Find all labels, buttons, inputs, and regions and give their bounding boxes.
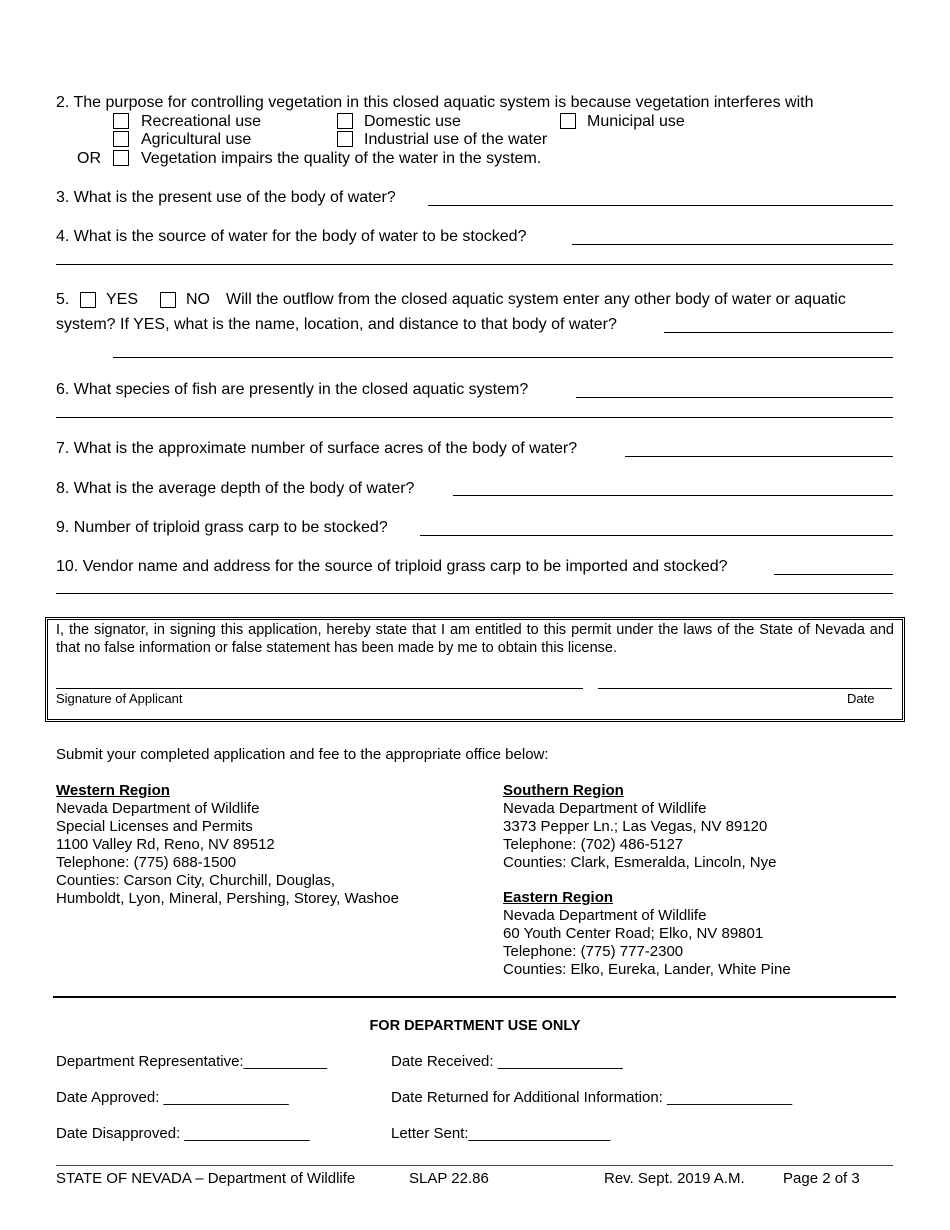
western-line: Counties: Carson City, Churchill, Douglas, (56, 872, 336, 889)
q5-answer-line[interactable] (664, 332, 893, 333)
western-line: Special Licenses and Permits (56, 818, 253, 835)
date-line[interactable] (598, 688, 892, 689)
recreational-label: Recreational use (141, 113, 262, 130)
footer-revision: Rev. Sept. 2019 A.M. (604, 1170, 745, 1187)
dept-representative-field: Department Representative:__________ (56, 1053, 328, 1070)
q5-answer-line-2[interactable] (113, 357, 893, 358)
municipal-label: Municipal use (587, 113, 685, 130)
q6-answer-line[interactable] (576, 397, 893, 398)
industrial-label: Industrial use of the water (364, 131, 548, 148)
southern-line: Counties: Clark, Esmeralda, Lincoln, Nye (503, 854, 777, 871)
q3-answer-line[interactable] (428, 205, 893, 206)
q5-text-line1: Will the outflow from the closed aquatic system enter any other body of water or aquatic (226, 291, 846, 308)
southern-line: Telephone: (702) 486-5127 (503, 836, 684, 853)
date-disapproved-field: Date Disapproved: _______________ (56, 1125, 310, 1142)
q2-text: 2. The purpose for controlling vegetation in this closed aquatic system is because vegetation interferes with (56, 94, 814, 111)
q5-number: 5. (56, 291, 70, 308)
domestic-label: Domestic use (364, 113, 461, 130)
q8-answer-line[interactable] (453, 495, 893, 496)
industrial-checkbox[interactable] (337, 131, 353, 147)
eastern-region-block (503, 889, 791, 979)
q7-answer-line[interactable] (625, 456, 893, 457)
q6-text: 6. What species of fish are presently in the closed aquatic system? (56, 381, 529, 398)
dept-use-heading: FOR DEPARTMENT USE ONLY (369, 1018, 581, 1034)
western-line: Nevada Department of Wildlife (56, 800, 260, 817)
signature-label: Signature of Applicant (56, 691, 183, 706)
q9-answer-line[interactable] (420, 535, 893, 536)
eastern-region-title: Eastern Region (503, 889, 614, 906)
q5-yes-checkbox[interactable] (80, 292, 96, 308)
q3-text: 3. What is the present use of the body of water? (56, 189, 396, 206)
eastern-line: Nevada Department of Wildlife (503, 907, 707, 924)
date-returned-field: Date Returned for Additional Information: _______________ (391, 1089, 793, 1106)
agricultural-label: Agricultural use (141, 131, 252, 148)
impairs-label: Vegetation impairs the quality of the water in the system. (141, 150, 542, 167)
submit-instructions: Submit your completed application and fee to the appropriate office below: (56, 746, 549, 763)
signature-line[interactable] (56, 688, 583, 689)
recreational-checkbox[interactable] (113, 113, 129, 129)
eastern-line: Counties: Elko, Eureka, Lander, White Pine (503, 961, 791, 978)
footer-page-number: Page 2 of 3 (783, 1170, 860, 1187)
q4-answer-line[interactable] (572, 244, 893, 245)
western-line: 1100 Valley Rd, Reno, NV 89512 (56, 836, 275, 853)
q7-text: 7. What is the approximate number of surface acres of the body of water? (56, 440, 578, 457)
southern-region-title: Southern Region (503, 782, 624, 799)
letter-sent-field: Letter Sent:_________________ (391, 1125, 611, 1142)
domestic-checkbox[interactable] (337, 113, 353, 129)
q4-answer-line-2[interactable] (56, 264, 893, 265)
q10-answer-line-2[interactable] (56, 593, 893, 594)
q5-no-checkbox[interactable] (160, 292, 176, 308)
section-divider (53, 996, 896, 998)
q5-text-line2: system? If YES, what is the name, location, and distance to that body of water? (56, 316, 617, 333)
southern-region-block (503, 782, 776, 872)
western-line: Humboldt, Lyon, Mineral, Pershing, Storey, Washoe (56, 890, 399, 907)
southern-line: 3373 Pepper Ln.; Las Vegas, NV 89120 (503, 818, 768, 835)
q5-no-label: NO (186, 291, 210, 308)
date-approved-field: Date Approved: _______________ (56, 1089, 289, 1106)
q10-answer-line[interactable] (774, 574, 893, 575)
date-label: Date (847, 691, 875, 706)
date-received-field: Date Received: _______________ (391, 1053, 623, 1070)
eastern-line: 60 Youth Center Road; Elko, NV 89801 (503, 925, 764, 942)
footer-agency: STATE OF NEVADA – Department of Wildlife (56, 1170, 356, 1187)
q6-answer-line-2[interactable] (56, 417, 893, 418)
impairs-checkbox[interactable] (113, 150, 129, 166)
western-region-block (56, 782, 399, 908)
southern-line: Nevada Department of Wildlife (503, 800, 707, 817)
footer-form-number: SLAP 22.86 (409, 1170, 489, 1187)
agricultural-checkbox[interactable] (113, 131, 129, 147)
western-region-title: Western Region (56, 782, 170, 799)
q4-text: 4. What is the source of water for the body of water to be stocked? (56, 228, 527, 245)
q10-text: 10. Vendor name and address for the source of triploid grass carp to be imported and stocked? (56, 558, 728, 575)
western-line: Telephone: (775) 688-1500 (56, 854, 237, 871)
municipal-checkbox[interactable] (560, 113, 576, 129)
signature-statement: I, the signator, in signing this application, hereby state that I am entitled to this permit under the laws of the State of Nevada and that no false information or false statement has been made by me to obtain this license. (56, 622, 894, 656)
q8-text: 8. What is the average depth of the body of water? (56, 480, 415, 497)
footer-rule (56, 1165, 893, 1166)
q9-text: 9. Number of triploid grass carp to be stocked? (56, 519, 388, 536)
or-label: OR (77, 150, 101, 167)
q5-yes-label: YES (106, 291, 139, 308)
eastern-line: Telephone: (775) 777-2300 (503, 943, 684, 960)
